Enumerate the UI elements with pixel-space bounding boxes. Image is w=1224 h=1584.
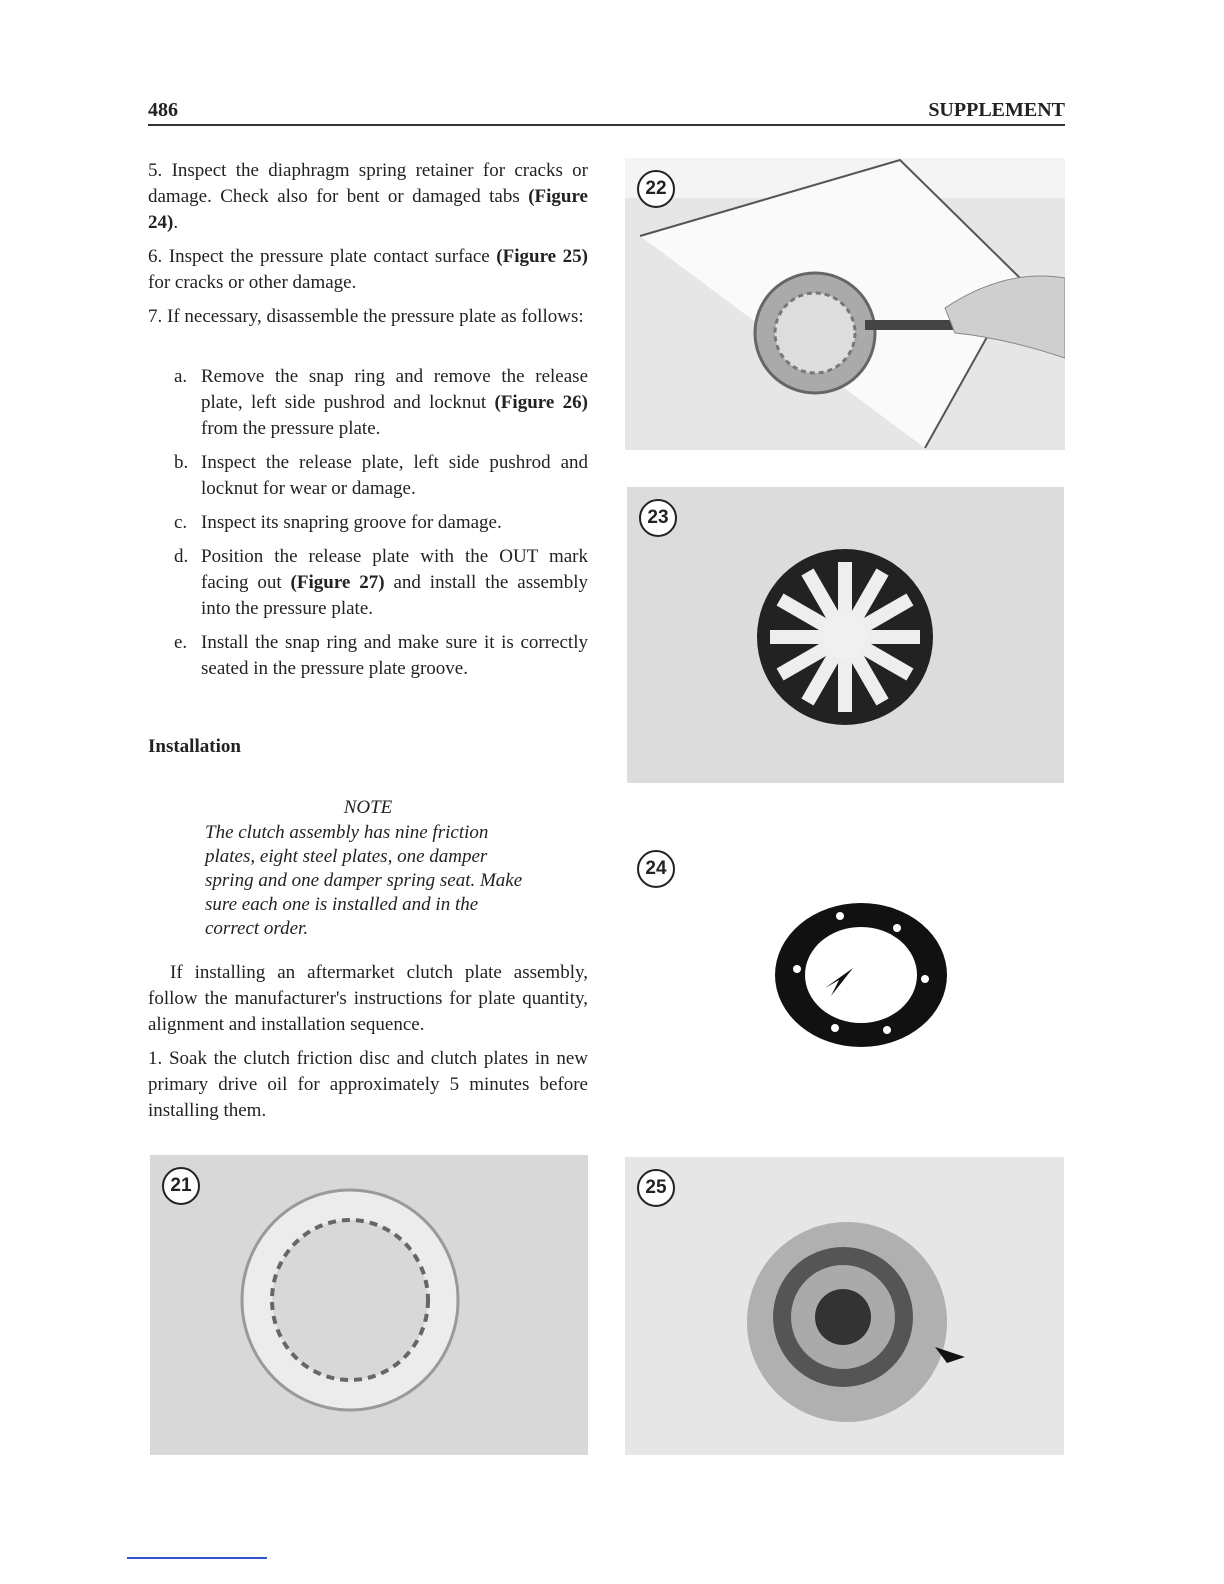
substep-c: c. Inspect its snapring groove for damage. (174, 512, 502, 533)
header-rule (148, 124, 1065, 126)
figure-number: 25 (637, 1169, 675, 1207)
figure-23-photo (627, 487, 1064, 783)
installation-heading: Installation (148, 736, 241, 757)
substep-d: d. Position the release plate with the OUT mark facing out (Figure 27) and install the assembly into the pressure plate. (174, 546, 588, 619)
footer-link-line (127, 1557, 267, 1559)
section-title: SUPPLEMENT (928, 99, 1065, 121)
substep-a: a. Remove the snap ring and remove the release plate, left side pushrod and locknut (Figure 26) from the pressure plate. (174, 366, 588, 439)
figure-23 (627, 487, 1064, 783)
figure-22 (625, 158, 1065, 450)
note-text: The clutch assembly has nine friction plates, eight steel plates, one damper spring and one damper spring seat. Make sure each one is installed and in the correct order. (205, 822, 523, 939)
page-number: 486 (148, 99, 178, 121)
substep-b: b. Inspect the release plate, left side pushrod and locknut for wear or damage. (174, 452, 588, 499)
figure-21 (150, 1155, 588, 1455)
spoke-slot (865, 630, 920, 644)
figure-24 (625, 838, 1065, 1060)
note-title: NOTE (343, 797, 393, 818)
figure-24-photo (625, 838, 1065, 1060)
figure-number: 24 (637, 850, 675, 888)
figure-25 (625, 1157, 1064, 1455)
spoke-slot (770, 630, 825, 644)
step-5: 5. Inspect the diaphragm spring retainer for cracks or damage. Check also for bent or damaged tabs (Figure 24). (148, 160, 589, 233)
step-1: 1. Soak the clutch friction disc and clutch plates in new primary drive oil for approximately 5 minutes before installing them. (148, 1048, 588, 1121)
figure-25-photo (625, 1157, 1064, 1455)
spoke-slot (838, 657, 852, 712)
step-6: 6. Inspect the pressure plate contact surface (Figure 25) for cracks or other damage. (148, 246, 588, 293)
figure-number: 21 (162, 1167, 200, 1205)
aftermarket-paragraph: If installing an aftermarket clutch plate assembly, follow the manufacturer's instructions for plate quantity, alignment and installation sequence. (148, 962, 588, 1035)
substep-e: e. Install the snap ring and make sure it is correctly seated in the pressure plate groove. (174, 632, 588, 679)
figure-21-photo (150, 1155, 588, 1455)
spoke-slot (838, 562, 852, 617)
figure-number: 23 (639, 499, 677, 537)
figure-22-photo (625, 158, 1065, 450)
figure-number: 22 (637, 170, 675, 208)
step-7: 7. If necessary, disassemble the pressure plate as follows: (148, 306, 584, 327)
